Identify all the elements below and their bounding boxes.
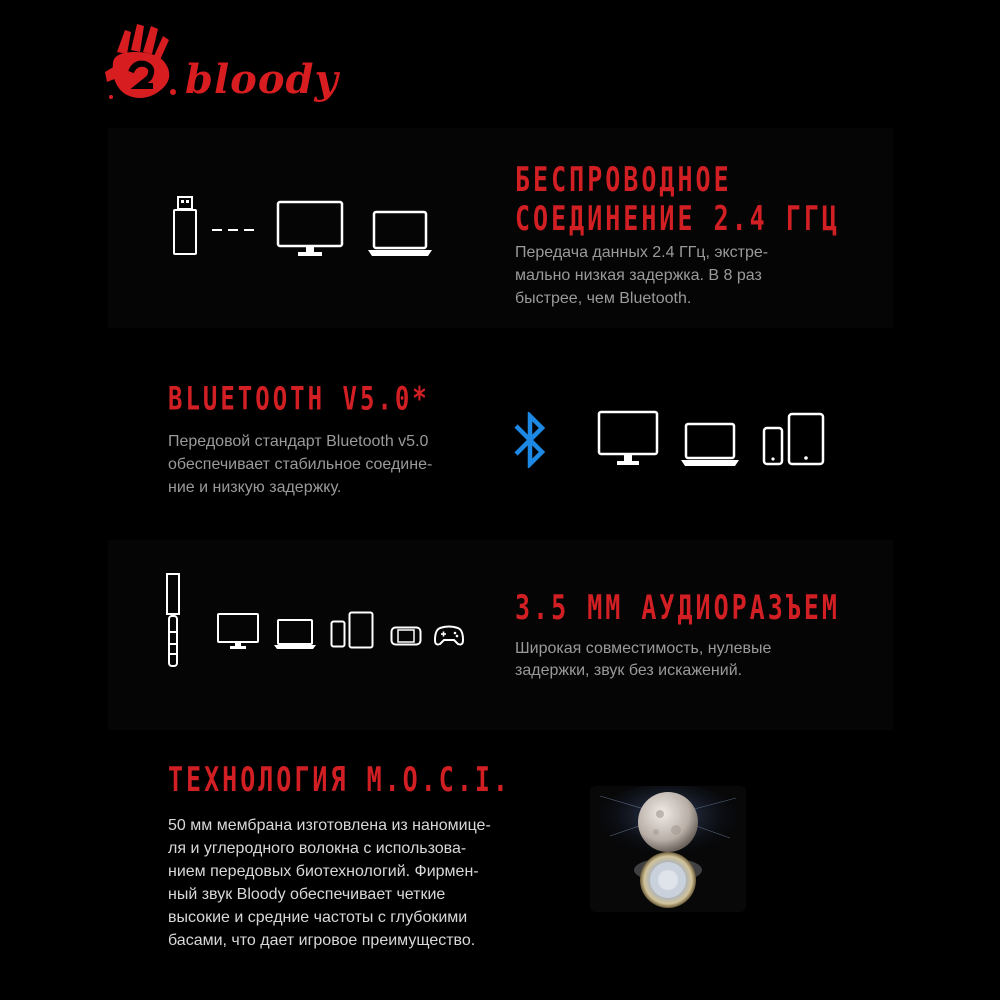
bluetooth-title: BLUETOOTH V5.0* (168, 380, 430, 418)
audio-text-line1: Широкая совместимость, нулевые (515, 640, 772, 657)
bluetooth-text-line3: ние и низкую задержку. (168, 479, 342, 496)
moci-title: ТЕХНОЛОГИЯ M.O.C.I. (168, 760, 511, 800)
tablet-icon (348, 611, 374, 649)
moci-text-line4: ный звук Bloody обеспечивает четкие (168, 886, 446, 903)
laptop-icon (368, 210, 432, 258)
wireless-text-line1: Передача данных 2.4 ГГц, экстре- (515, 244, 769, 261)
dashed-link-icon (212, 228, 260, 232)
wireless-text-line3: быстрее, чем Bluetooth. (515, 290, 692, 307)
moci-text-line3: нием передовых биотехнологий. Фирмен- (168, 863, 479, 880)
wireless-title-line2: СОЕДИНЕНИЕ 2.4 ГГЦ (515, 199, 840, 239)
audio-text-line2: задержки, звук без искажений. (515, 662, 743, 679)
gamepad-icon (434, 622, 464, 648)
bluetooth-text-line2: обеспечивает стабильное соедине- (168, 456, 433, 473)
monitor-icon (597, 410, 659, 468)
laptop-icon (274, 618, 316, 650)
moci-text-line2: ля и углеродного волокна с использова- (168, 840, 467, 857)
moci-text-line6: басами, что дает игровое преимущество. (168, 932, 476, 949)
moci-text-line5: высокие и средние частоты с глубокими (168, 909, 468, 926)
usb-dongle-icon (172, 196, 198, 256)
logo-wordmark: bloody (185, 56, 339, 103)
phone-icon (762, 426, 784, 466)
phone-icon (330, 620, 346, 648)
bluetooth-icon (512, 412, 548, 468)
tablet-icon (787, 412, 825, 466)
monitor-icon (276, 200, 344, 258)
wireless-title-line1: БЕСПРОВОДНОЕ (515, 160, 732, 200)
audio-jack-icon (164, 572, 182, 670)
audio-title: 3.5 ММ АУДИОРАЗЪЕМ (515, 588, 840, 628)
bloody-logo (105, 22, 339, 104)
hand-logo-icon (105, 22, 185, 104)
wireless-text-line2: мально низкая задержка. В 8 раз (515, 267, 762, 284)
moci-text-line1: 50 мм мембрана изготовлена из наномице- (168, 817, 491, 834)
bluetooth-text-line1: Передовой стандарт Bluetooth v5.0 (168, 433, 429, 450)
monitor-icon (216, 612, 260, 650)
handheld-console-icon (390, 626, 422, 646)
driver-membrane-image (590, 786, 746, 912)
laptop-icon (681, 422, 739, 468)
